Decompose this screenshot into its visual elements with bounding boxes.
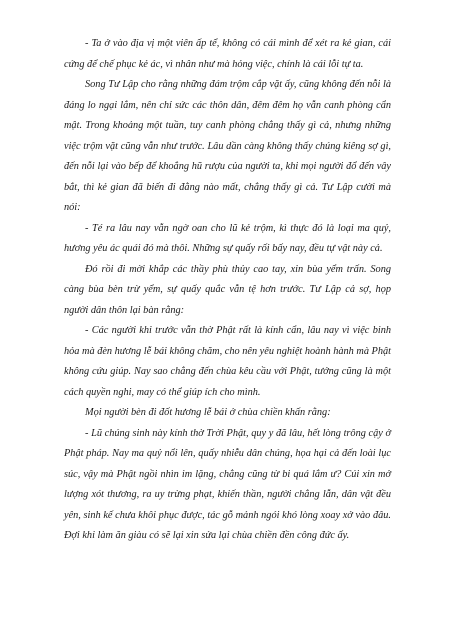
- paragraph-6: Mọi người bèn đi đốt hương lễ bái ở chùa chiền khấn rằng:: [85, 407, 331, 418]
- paragraph-1: - Ta ở vào địa vị một viên ấp tể, không có cái mình để xét ra kẻ gian, cái cứng để chế phục kẻ ác, vì nhân như mà hỏng việc, chính là cái lỗi tự ta.: [64, 38, 391, 70]
- paragraph-7: - Lũ chúng sinh này kính thờ Trời Phật, quy y đã lâu, hết lòng trông cậy ở Phật pháp. Nay ma quỷ nổi lên, quấy nhiễu dân chúng, họa hại cả đến loài lục súc, vậy mà Phật ngồi nhìn im lặng, chẳng cũng từ bi quá lắm ư? Cúi xin mở lượng xót thương, ra uy trừng phạt, khiến thần, người chẳng lẫn, dân vật đều yên, sinh kế chưa khôi phục được, tác gỗ mảnh ngói khó lòng xoay xở vào đâu. Đợi khi làm ăn giàu có sẽ lại xin sửa lại chùa chiền đền công đức ấy.: [64, 427, 391, 541]
- paragraph-4: Đó rồi đi mời khắp các thầy phù thủy cao tay, xin bùa yểm trấn. Song càng bùa bèn trừ yểm, sự quấy quắc vẫn tệ hơn trước. Tư Lập cả sợ, họp người dân thôn lại bàn rằng:: [64, 263, 391, 316]
- paragraph-3: - Té ra lâu nay vẫn ngờ oan cho lũ kẻ trộm, kì thực đó là loại ma quỷ, hương yêu ác quái đó mà thôi. Những sự quấy rối bấy nay, đều tự vật này cả.: [64, 222, 391, 254]
- paragraph-2: Song Tư Lập cho rằng những đám trộm cắp vặt ấy, cũng không đến nỗi là đáng lo ngại lắm, nên chỉ sức các thôn dân, đêm đêm họ vẫn canh phòng cẩn mật. Trong khoảng một tuần, tuy canh phòng chẳng thấy gì cả, nhưng những việc trộm vặt cũng vẫn như trước. Lâu dần càng không thấy chúng kiêng sợ gì, đến nỗi lại vào bếp để khoắng hũ rượu của người ta, khi mọi người đổ đến vây bắt, thì kẻ gian đã biến đi đằng nào mất, chẳng thấy gì cả. Tư Lập cười mà nói:: [64, 79, 391, 213]
- document-page: [64, 34, 391, 547]
- paragraph-5: - Các người khi trước vẫn thờ Phật rất là kính cẩn, lâu nay vì việc binh hỏa mà đèn hương lễ bái không chăm, cho nên yêu nghiệt hoành hành mà Phật không cứu giúp. Nay sao chẳng đến chùa kêu cầu với Phật, tướng cũng là một cách quyền nghi, may có thể giúp ích cho mình.: [64, 325, 391, 398]
